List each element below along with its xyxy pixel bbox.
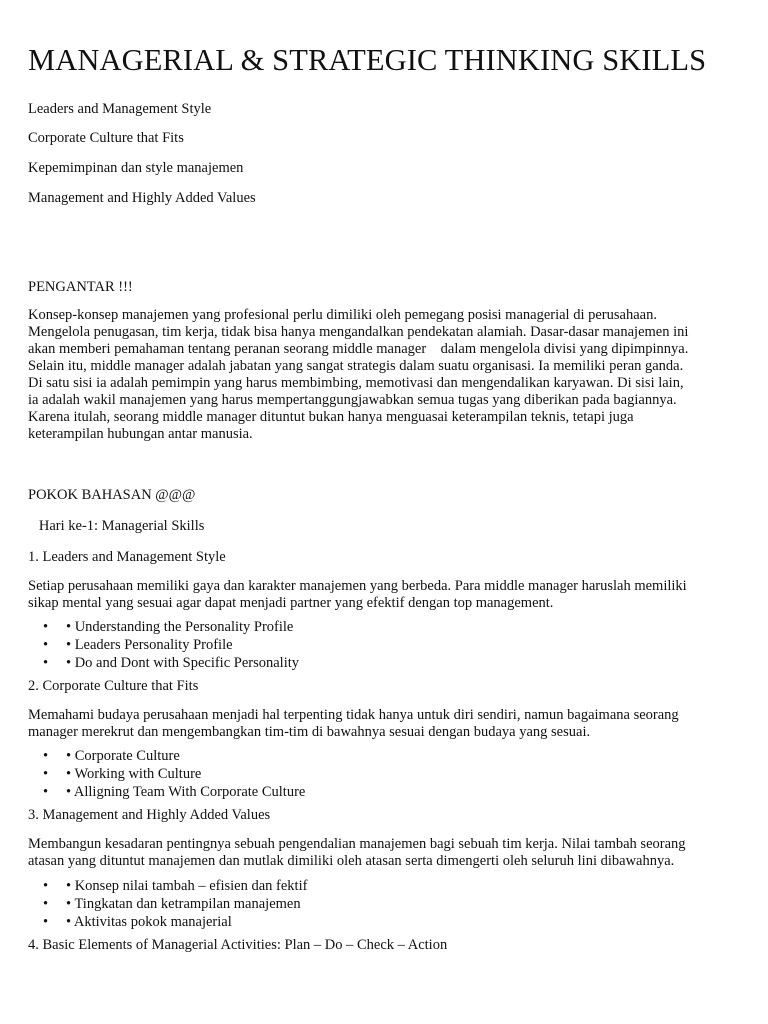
list-item — [28, 895, 307, 913]
paragraph-line: Setiap perusahaan memiliki gaya dan karakter manajemen yang berbeda. Para middle manager haruslah memiliki — [28, 578, 687, 594]
topic-line: Leaders and Management Style — [28, 101, 212, 117]
list-item — [28, 765, 305, 783]
paragraph-line: Karena itulah, seorang middle manager dituntut bukan hanya menguasai keterampilan teknis, tetapi juga — [28, 409, 634, 425]
paragraph-line: keterampilan hubungan antar manusia. — [28, 426, 253, 442]
list-item-text: • Tingkatan dan ketrampilan manajemen — [66, 896, 301, 912]
list-item-text: • Alligning Team With Corporate Culture — [66, 784, 306, 800]
list-item-text: • Leaders Personality Profile — [66, 637, 233, 653]
topic-line: Management and Highly Added Values — [28, 190, 256, 206]
paragraph-line: ia adalah wakil manajemen yang harus mempertanggungjawabkan semua tugas yang diberikan pada bagiannya. — [28, 392, 677, 408]
paragraph-line: Memahami budaya perusahaan menjadi hal terpenting tidak hanya untuk diri sendiri, namun bagaimana seorang — [28, 707, 679, 723]
section-paragraph — [28, 578, 740, 612]
section-heading: 1. Leaders and Management Style — [28, 549, 226, 565]
bullet-icon: • — [43, 655, 49, 671]
topic-line: Kepemimpinan dan style manajemen — [28, 160, 244, 176]
bullet-icon: • — [43, 766, 49, 782]
paragraph-line: Mengelola penugasan, tim kerja, tidak bisa hanya mengandalkan pendekatan alamiah. Dasar-dasar manajemen ini — [28, 324, 689, 340]
bullet-list — [28, 747, 305, 801]
list-item-text: • Understanding the Personality Profile — [66, 619, 294, 635]
paragraph-line: sikap mental yang sesuai agar dapat menjadi partner yang efektif dengan top management. — [28, 595, 554, 611]
section-heading: 4. Basic Elements of Managerial Activities: Plan – Do – Check – Action — [28, 937, 448, 953]
list-item-text: • Aktivitas pokok manajerial — [66, 914, 232, 930]
section-heading: 2. Corporate Culture that Fits — [28, 678, 199, 694]
topic-line: Corporate Culture that Fits — [28, 130, 184, 146]
intro-heading: PENGANTAR !!! — [28, 279, 133, 295]
bullet-icon: • — [43, 748, 49, 764]
bullet-icon: • — [43, 784, 49, 800]
document-title: MANAGERIAL & STRATEGIC THINKING SKILLS — [28, 43, 707, 77]
bullet-list — [28, 618, 299, 672]
paragraph-line: atasan yang dituntut manajemen dan mutlak dimiliki oleh atasan serta dimengerti oleh seluruh lini dibawahnya. — [28, 853, 675, 869]
bullet-icon: • — [43, 896, 49, 912]
list-item — [28, 636, 299, 654]
intro-paragraph — [28, 307, 740, 443]
list-item-text: • Do and Dont with Specific Personality — [66, 655, 300, 671]
list-item — [28, 654, 299, 672]
list-item — [28, 783, 305, 801]
bullet-icon: • — [43, 878, 49, 894]
list-item-text: • Corporate Culture — [66, 748, 180, 764]
paragraph-line: manager merekrut dan mengembangkan tim-tim di bawahnya sesuai dengan budaya yang sesuai. — [28, 724, 591, 740]
paragraph-line: Membangun kesadaran pentingnya sebuah pengendalian manajemen bagi sebuah tim kerja. Nilai tambah seorang — [28, 836, 686, 852]
paragraph-line: akan memberi pemahaman tentang peranan seorang middle manager dalam mengelola divisi yang dipimpinnya. — [28, 341, 689, 357]
section-heading: 3. Management and Highly Added Values — [28, 807, 271, 823]
list-item-text: • Konsep nilai tambah – efisien dan fektif — [66, 878, 308, 894]
list-item — [28, 877, 307, 895]
list-item — [28, 747, 305, 765]
bullet-icon: • — [43, 619, 49, 635]
paragraph-line: Konsep-konsep manajemen yang profesional perlu dimiliki oleh pemegang posisi managerial di perusahaan. — [28, 307, 657, 323]
section-paragraph — [28, 707, 740, 741]
day-heading: Hari ke-1: Managerial Skills — [28, 518, 205, 534]
bullet-icon: • — [43, 637, 49, 653]
list-item — [28, 618, 299, 636]
paragraph-line: Selain itu, middle manager adalah jabatan yang sangat strategis dalam suatu organisasi. Ia memiliki peran ganda. — [28, 358, 684, 374]
paragraph-line: Di satu sisi ia adalah pemimpin yang harus membimbing, memotivasi dan mengendalikan karyawan. Di sisi lain, — [28, 375, 684, 391]
bullet-list — [28, 877, 307, 931]
list-item-text: • Working with Culture — [66, 766, 202, 782]
pokok-heading: POKOK BAHASAN @@@ — [28, 487, 196, 503]
bullet-icon: • — [43, 914, 49, 930]
list-item — [28, 913, 307, 931]
section-paragraph — [28, 836, 740, 870]
